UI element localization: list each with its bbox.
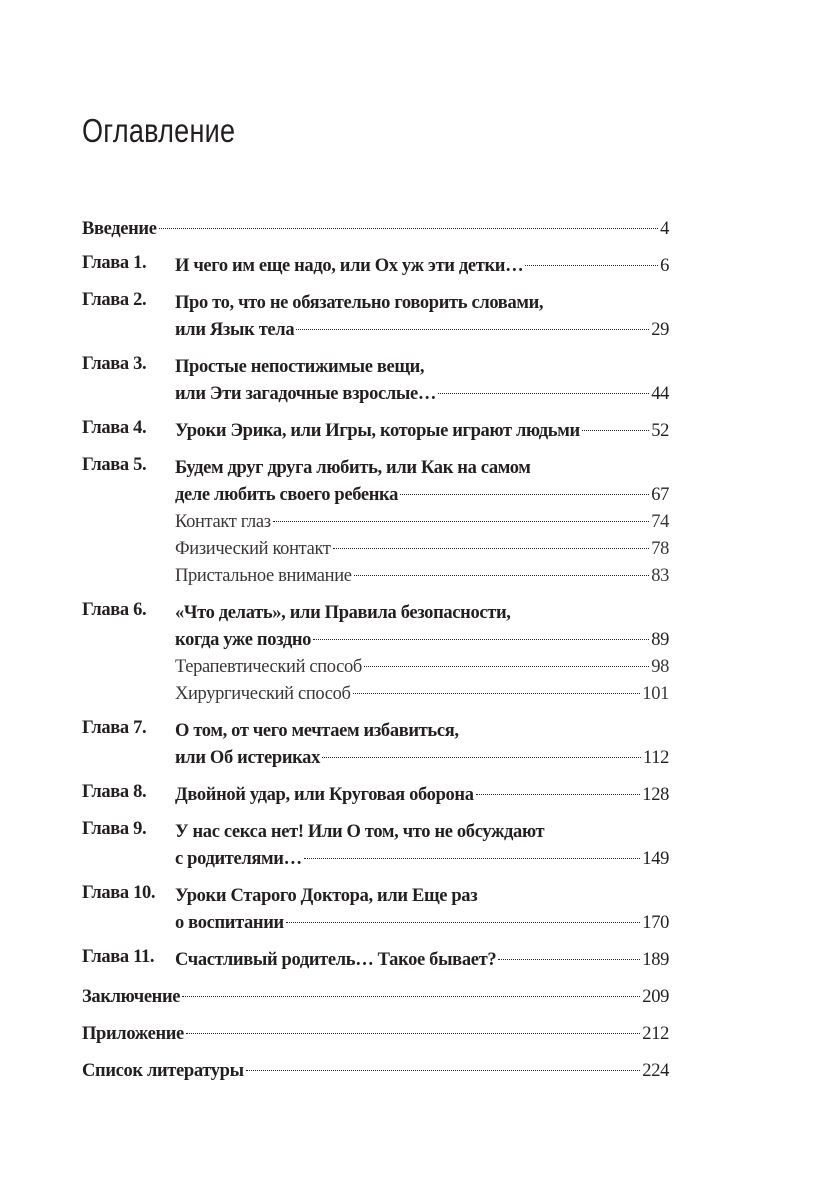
toc-entry[interactable] [82,819,669,873]
entry-title-line [175,317,669,344]
page-number: 112 [642,748,669,768]
entry-title-line [175,381,669,408]
entry-title-text: Введение [82,219,157,239]
entry-title-text: деле любить своего ребенка [175,485,398,505]
subsection-title: Физический контакт [175,539,331,559]
page-number: 78 [651,539,669,559]
entry-body [175,819,669,873]
subsection-entry[interactable] [175,654,669,681]
page-number: 212 [642,1024,669,1044]
subsection-entry[interactable] [175,536,669,563]
entry-title-text: «Что делать», или Правила безопасности, [175,603,511,623]
toc-entry[interactable] [82,216,669,243]
entry-title-text: Заключение [82,987,181,1007]
chapter-label: Глава 2. [82,290,147,310]
entry-title-line [175,600,669,627]
entry-title-line [175,253,669,280]
entry-title-line [82,984,669,1011]
dot-leader [186,1033,640,1034]
page-number: 6 [660,256,669,276]
entry-body [175,600,669,708]
page-number: 74 [651,512,669,532]
page-number: 89 [651,630,669,650]
toc-entry[interactable] [82,947,669,974]
chapter-label: Глава 10. [82,883,156,903]
entry-title-line [175,354,669,381]
entry-body [82,216,669,243]
entry-body [175,290,669,344]
entry-body [82,984,669,1011]
chapter-label: Глава 7. [82,718,147,738]
dot-leader [313,639,649,640]
dot-leader [476,794,641,795]
entry-title-text: когда уже поздно [175,630,312,650]
toc-entry[interactable] [82,253,669,280]
toc-entry[interactable] [82,883,669,937]
chapter-label: Глава 4. [82,418,147,438]
page-number: 44 [651,384,669,404]
chapter-label: Глава 9. [82,819,147,839]
entry-title-text: Уроки Эрика, или Игры, которые играют людьми [175,421,580,441]
entry-title-line [175,455,669,482]
dot-leader [322,757,641,758]
dot-leader [304,858,641,859]
entry-title-text: о воспитании [175,913,284,933]
chapter-label: Глава 5. [82,455,147,475]
entry-title-line [175,782,669,809]
entry-body [175,782,669,809]
page-number: 67 [651,485,669,505]
page-title: Оглавление [82,112,236,149]
entry-title-text: У нас секса нет! Или О том, что не обсуждают [175,822,545,842]
dot-leader [273,521,649,522]
dot-leader [353,693,641,694]
dot-leader [333,548,650,549]
dot-leader [286,922,640,923]
dot-leader [182,996,640,997]
entry-title-line [175,718,669,745]
dot-leader [582,430,649,431]
entry-title-line [175,745,669,772]
page-number: 128 [642,785,669,805]
entry-title-line [175,482,669,509]
entry-body [175,354,669,408]
entry-title-line [82,1058,669,1085]
entry-body [175,455,669,590]
toc-entry[interactable] [82,418,669,445]
subsection-entry[interactable] [175,681,669,708]
toc-entry[interactable] [82,718,669,772]
toc-entry[interactable] [82,1058,669,1085]
dot-leader [525,265,658,266]
entry-title-line [175,418,669,445]
dot-leader [296,329,649,330]
entry-body [175,947,669,974]
entry-title-text: или Эти загадочные взрослые… [175,384,436,404]
entry-title-line [175,883,669,910]
entry-title-line [175,290,669,317]
entry-title-text: Список литературы [82,1061,244,1081]
subsection-title: Контакт глаз [175,512,271,532]
entry-title-text: О том, от чего мечтаем избавиться, [175,721,459,741]
dot-leader [159,228,658,229]
table-of-contents [82,216,669,1095]
chapter-label: Глава 6. [82,600,147,620]
chapter-label: Глава 3. [82,354,147,374]
entry-title-text: Про то, что не обязательно говорить словами, [175,293,544,313]
page-number: 209 [642,987,669,1007]
entry-title-text: И чего им еще надо, или Ох уж эти детки… [175,256,524,276]
page-number: 29 [651,320,669,340]
entry-body [175,418,669,445]
toc-entry[interactable] [82,600,669,708]
subsection-entry[interactable] [175,563,669,590]
toc-entry[interactable] [82,354,669,408]
page-number: 149 [642,849,669,869]
toc-entry[interactable] [82,290,669,344]
dot-leader [498,959,640,960]
dot-leader [438,393,649,394]
page-number: 189 [642,950,669,970]
page-number: 4 [660,219,669,239]
entry-title-text: с родителями… [175,849,302,869]
entry-body [175,718,669,772]
entry-title-line [175,846,669,873]
page-number: 170 [642,913,669,933]
page-number: 98 [651,657,669,677]
entry-title-text: Счастливый родитель… Такое бывает? [175,950,497,970]
subsection-title: Хирургический способ [175,684,351,704]
entry-title-line [82,216,669,243]
chapter-label: Глава 1. [82,253,147,273]
entry-title-line [175,627,669,654]
entry-title-text: Простые непостижимые вещи, [175,357,425,377]
subsection-title: Пристальное внимание [175,566,352,586]
dot-leader [354,575,650,576]
entry-body [82,1058,669,1085]
entry-title-line [175,819,669,846]
entry-title-text: Будем друг друга любить, или Как на самом [175,458,531,478]
entry-title-text: или Об истериках [175,748,320,768]
toc-entry[interactable] [82,782,669,809]
entry-body [175,253,669,280]
entry-title-line [175,947,669,974]
subsection-title: Терапевтический способ [175,657,362,677]
subsection-entry[interactable] [175,509,669,536]
page-number: 52 [651,421,669,441]
page-number: 83 [651,566,669,586]
toc-entry[interactable] [82,984,669,1011]
chapter-label: Глава 8. [82,782,147,802]
dot-leader [400,494,649,495]
toc-entry[interactable] [82,455,669,590]
entry-title-line [175,910,669,937]
entry-title-text: Уроки Старого Доктора, или Еще раз [175,886,478,906]
entry-title-text: или Язык тела [175,320,295,340]
chapter-label: Глава 11. [82,947,155,967]
entry-body [175,883,669,937]
page-number: 101 [642,684,669,704]
dot-leader [246,1070,641,1071]
dot-leader [364,666,649,667]
toc-entry[interactable] [82,1021,669,1048]
entry-title-text: Двойной удар, или Круговая оборона [175,785,474,805]
entry-title-text: Приложение [82,1024,184,1044]
entry-body [82,1021,669,1048]
entry-title-line [82,1021,669,1048]
page-number: 224 [642,1061,669,1081]
